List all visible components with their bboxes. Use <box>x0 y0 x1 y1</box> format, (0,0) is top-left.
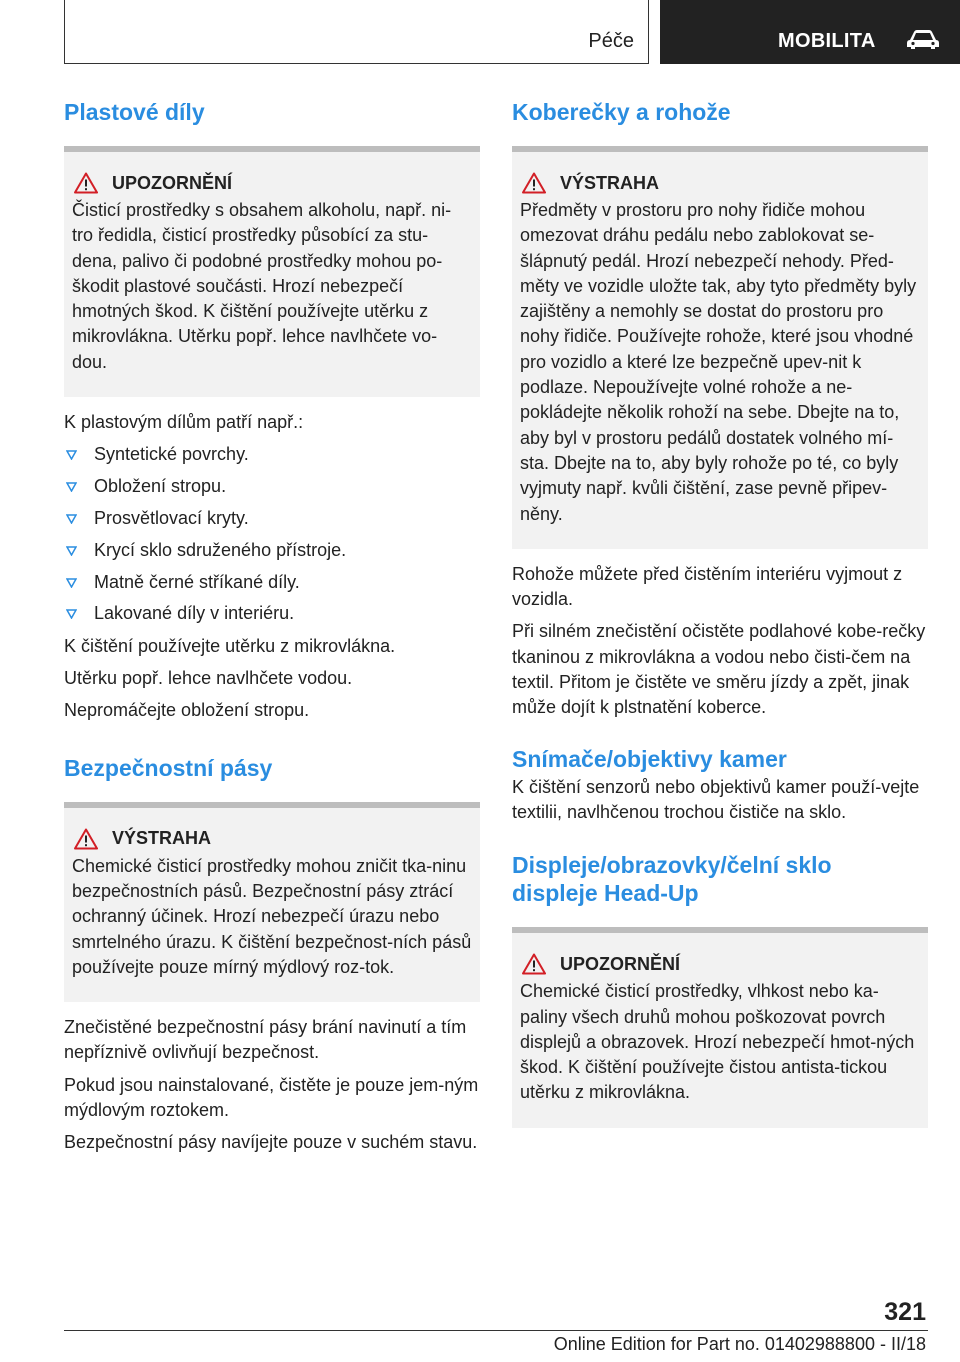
warning-text: Chemické čisticí prostředky, vlhkost nebo ka-paliny všech druhů mohou poškozovat povrch displejů a obrazovek. Hrozí nebezpečí hmot-ných škod. K čištění používejte čistou antista-tickou utěrku z mikrovlákna. <box>520 981 915 1103</box>
plastic-parts-list <box>64 442 480 627</box>
warning-box-mats <box>512 146 928 549</box>
footer-divider <box>64 1330 928 1331</box>
plastic-intro: K plastovým dílům patří např.: <box>64 412 304 433</box>
list-item: Prosvětlovací kryty. <box>64 506 480 531</box>
triangle-bullet-icon <box>66 482 77 492</box>
paragraph: Pokud jsou nainstalované, čistěte je pouze jem-ným mýdlovým roztokem. <box>64 1074 479 1120</box>
section-title-cameras: Snímače/objektivy kamer <box>512 745 787 772</box>
section-title-displays: Displeje/obrazovky/čelní sklo displeje Head-Up <box>512 852 832 907</box>
triangle-bullet-icon <box>66 609 77 619</box>
paragraph: Při silném znečistění očistěte podlahové kobe-rečky tkaninou z mikrovlákna a vodou nebo čisti-čem na textil. Přitom je čistěte ve směru jízdy a zpět, jinak může dojít k plstnatění koberce. <box>512 621 926 718</box>
warning-text: Předměty v prostoru pro nohy řidiče mohou omezovat dráhu pedálu nebo zablokovat se-šlápnutý pedál. Hrozí nebezpečí nehody. Před-měty ve vozidle uložte tak, aby tyto předměty byly zajištěny a nemohly se dostat do prostoru pro nohy řidiče. Používejte rohože, které jsou vhodné pro vozidlo a které lze bezpečně upev-nit k podlaze. Nepoužívejte volné rohože a ne-pokládejte několik rohoží na sebe. Dbejte na to, aby byl v prostoru pedálů dostatek volného mí-sta. Dbejte na to, aby byly rohože po té, co byly vyjmuty např. kvůli čištění, zase pevně připev-něny. <box>520 200 917 524</box>
left-column <box>64 98 480 1156</box>
paragraph: Utěrku popř. lehce navlhčete vodou. <box>64 668 353 689</box>
triangle-bullet-icon <box>66 546 77 556</box>
warning-text: Chemické čisticí prostředky mohou zničit tka-ninu bezpečnostních pásů. Bezpečnostní pásy ztrácí ochranný účinek. Hrozí nebezpečí úrazu nebo smrtelného úrazu. K čištění bezpečnost-ních pásů používejte pouze mírný mýdlový roz-tok. <box>72 855 472 977</box>
warning-title: VÝSTRAHA <box>112 828 212 849</box>
warning-triangle-icon <box>522 953 546 975</box>
triangle-bullet-icon <box>66 514 77 524</box>
list-item: Lakované díly v interiéru. <box>64 601 480 626</box>
warning-title: UPOZORNĚNÍ <box>560 953 681 974</box>
paragraph: Znečistěné bezpečnostní pásy brání navinutí a tím nepříznivě ovlivňují bezpečnost. <box>64 1017 467 1063</box>
page-number: 321 <box>884 1298 926 1326</box>
warning-triangle-icon <box>522 172 546 194</box>
triangle-bullet-icon <box>66 578 77 588</box>
paragraph: Nepromáčejte obložení stropu. <box>64 700 310 721</box>
warning-text: Čisticí prostředky s obsahem alkoholu, např. ni-tro ředidla, čisticí prostředky působící za stu-dena, palivo či podobné prostředky mohou po-škodit plastové součásti. Hrozí nebezpečí hmotných škod. K čištění používejte utěrku z mikrovlákna. Utěrku popř. lehce navlhčete vo-dou. <box>72 200 452 372</box>
header-chapter-label: MOBILITA <box>778 30 876 52</box>
car-icon <box>906 28 940 50</box>
triangle-bullet-icon <box>66 450 77 460</box>
list-item: Matně černé stříkané díly. <box>64 570 480 595</box>
list-item: Krycí sklo sdruženého přístroje. <box>64 538 480 563</box>
warning-triangle-icon <box>74 172 98 194</box>
warning-box-seat-belts <box>64 802 480 1002</box>
section-title-mats: Koberečky a rohože <box>512 99 731 125</box>
paragraph: K čištění používejte utěrku z mikrovlákna. <box>64 635 396 656</box>
warning-title: UPOZORNĚNÍ <box>112 172 233 193</box>
paragraph: Rohože můžete před čistěním interiéru vyjmout z vozidla. <box>512 563 903 610</box>
warning-title: VÝSTRAHA <box>560 172 660 193</box>
header-chapter-box <box>660 0 960 64</box>
list-item: Syntetické povrchy. <box>64 442 480 467</box>
header-section-box <box>64 0 649 64</box>
header-section-label: Péče <box>588 30 634 52</box>
footer-edition: Online Edition for Part no. 01402988800 - II/18 <box>553 1334 926 1354</box>
paragraph: Bezpečnostní pásy navíjejte pouze v suchém stavu. <box>64 1132 478 1153</box>
right-column <box>512 98 928 1128</box>
list-item: Obložení stropu. <box>64 474 480 499</box>
warning-triangle-icon <box>74 828 98 850</box>
warning-box-plastic <box>64 146 480 397</box>
section-title-seat-belts: Bezpečnostní pásy <box>64 754 273 781</box>
warning-box-displays <box>512 927 928 1127</box>
paragraph: K čištění senzorů nebo objektivů kamer použí-vejte textilii, navlhčenou trochou čističe na sklo. <box>512 776 920 822</box>
section-title-plastic-parts: Plastové díly <box>64 99 205 125</box>
